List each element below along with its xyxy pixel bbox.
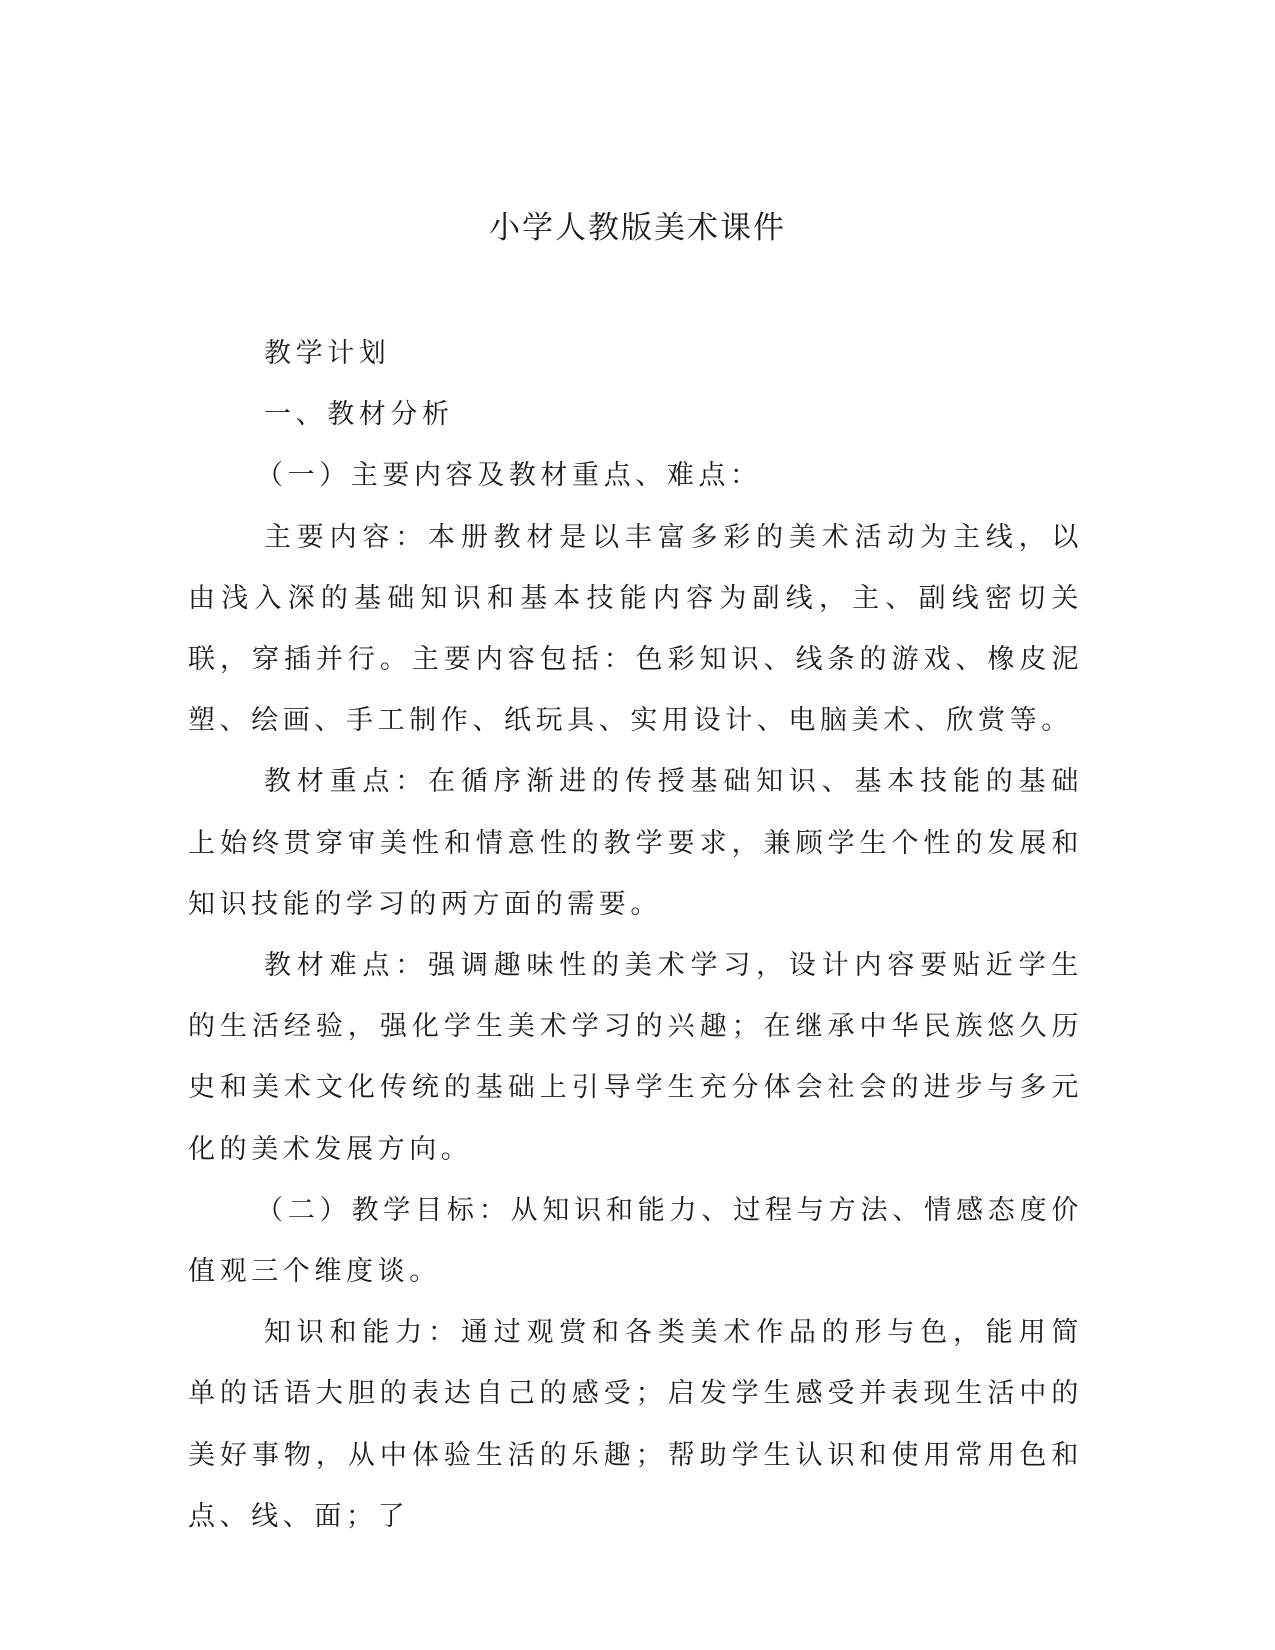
paragraph-main-content: 主要内容：本册教材是以丰富多彩的美术活动为主线，以由浅入深的基础知识和基本技能内容为副线，主、副线密切关联，穿插并行。主要内容包括：色彩知识、线条的游戏、橡皮泥塑、绘画、手工制作、纸玩具、实用设计、电脑美术、欣赏等。 <box>188 521 1083 737</box>
paragraph-teaching-plan: 教学计划 <box>264 338 391 369</box>
paragraph-section-1: 一、教材分析 <box>264 399 454 431</box>
paragraph-subsection-2: （二）教学目标：从知识和能力、过程与方法、情感态度价值观三个维度谈。 <box>188 1194 1083 1288</box>
document-body <box>188 323 1083 1547</box>
paragraph-key-points: 教材重点：在循序渐进的传授基础知识、基本技能的基础上始终贯穿审美性和情意性的教学要求，兼顾学生个性的发展和知识技能的学习的两方面的需要。 <box>188 766 1083 920</box>
paragraph-difficulties: 教材难点：强调趣味性的美术学习，设计内容要贴近学生的生活经验，强化学生美术学习的兴趣；在继承中华民族悠久历史和美术文化传统的基础上引导学生充分体会社会的进步与多元化的美术发展方向。 <box>188 950 1083 1165</box>
document-title: 小学人教版美术课件 <box>489 210 786 246</box>
paragraph-subsection-1: （一）主要内容及教材重点、难点： <box>256 460 762 492</box>
paragraph-knowledge-ability: 知识和能力：通过观赏和各类美术作品的形与色，能用简单的话语大胆的表达自己的感受；启发学生感受并表现生活中的美好事物，从中体验生活的乐趣；帮助学生认识和使用常用色和点、线、面；了 <box>188 1317 1083 1532</box>
